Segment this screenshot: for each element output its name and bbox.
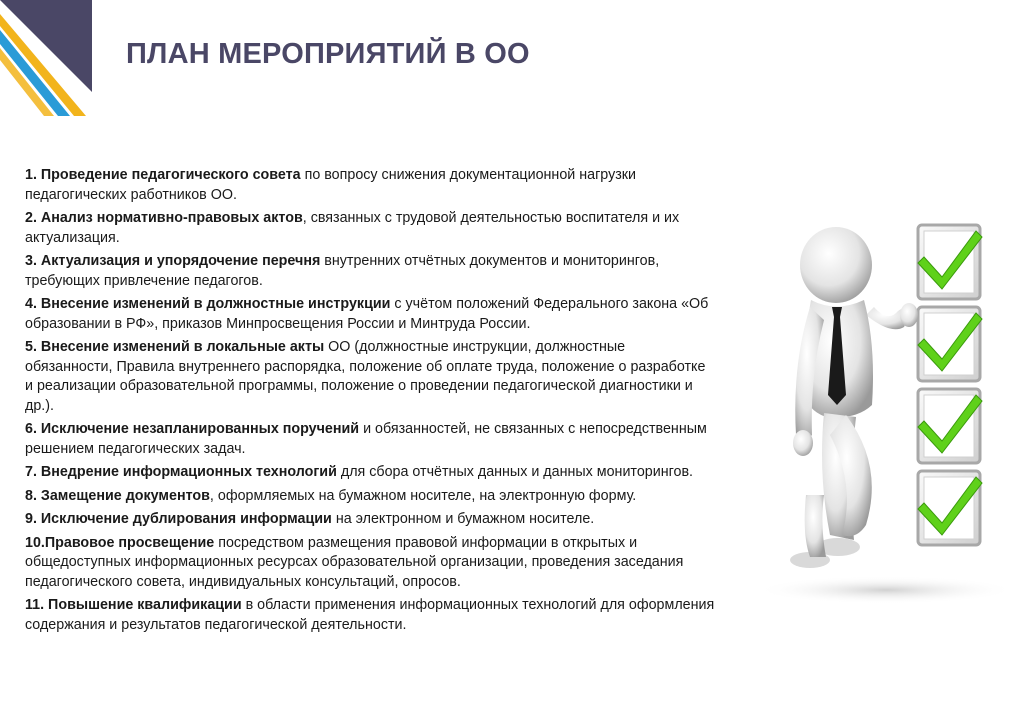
item-heading: 6. Исключение незапланированных поручений: [25, 421, 360, 437]
head: [800, 227, 872, 303]
checkbox-checked-icon: [918, 389, 982, 463]
list-item: [25, 209, 715, 248]
list-item: [25, 338, 715, 416]
list-item: [25, 463, 715, 483]
item-heading: 5. Внесение изменений в локальные акты: [25, 339, 325, 355]
checkbox-checked-icon: [918, 225, 982, 299]
item-text: , связанных с трудовой деятельностью воспитателя и их актуализация.: [25, 210, 680, 246]
item-text: по вопросу снижения документационной нагрузки педагогических работников ОО.: [25, 167, 637, 203]
item-heading: 8. Замещение документов: [25, 487, 210, 504]
checkbox-checked-icon: [918, 307, 982, 381]
item-text: для сбора отчётных данных и данных мониторингов.: [336, 464, 694, 480]
list-item: [25, 295, 715, 334]
list-item: [25, 596, 715, 635]
item-heading: 1. Проведение педагогического совета: [25, 167, 301, 183]
floor-shadow: [756, 576, 1016, 604]
item-heading: 11. Повышение квалификации: [25, 597, 242, 613]
item-heading: 10.Правовое просвещение: [25, 534, 215, 551]
item-text: и обязанностей, не связанных с непосредственным решением педагогических задач.: [25, 421, 707, 457]
list-item: [25, 420, 715, 459]
item-heading: 7. Внедрение информационных технологий: [25, 464, 337, 480]
item-text: в области применения информационных технологий для оформления содержания и результатов педагогической деятельности.: [25, 597, 715, 633]
checklist: [918, 225, 982, 545]
list-item: [25, 510, 715, 530]
item-text: внутренних отчётных документов и мониторингов, требующих привлечение педагогов.: [25, 253, 660, 289]
item-heading: 3. Актуализация и упорядочение перечня: [25, 253, 321, 269]
item-heading: 4. Внесение изменений в должностные инструкции: [25, 296, 391, 312]
person-figure: [790, 227, 918, 568]
item-text: с учётом положений Федерального закона «Об образовании в РФ», приказов Минпросвещения России и Минтруда России.: [25, 296, 709, 332]
item-text: посредством размещения правовой информации в открытых и общедоступных информационных ресурсах образовательной организации, проведения заседания педагогического совета, индивидуальных консультаций, опросов.: [25, 534, 684, 590]
item-text: на электронном и бумажном носителе.: [331, 511, 595, 527]
page-title: ПЛАН МЕРОПРИЯТИЙ В ОО: [126, 38, 530, 70]
measures-list: [25, 166, 715, 639]
person-checklist-illustration: [706, 195, 1024, 615]
checkbox-checked-icon: [918, 471, 982, 545]
list-item: [25, 534, 715, 593]
item-heading: 9. Исключение дублирования информации: [25, 511, 332, 527]
list-item: [25, 252, 715, 291]
list-item: [25, 166, 715, 205]
item-heading: 2. Анализ нормативно-правовых актов: [25, 210, 303, 226]
list-item: [25, 487, 715, 507]
corner-decoration: [0, 0, 100, 120]
item-text: , оформляемых на бумажном носителе, на электронную форму.: [209, 487, 637, 504]
item-text: ОО (должностные инструкции, должностные обязанности, Правила внутреннего распорядка, положение об оплате труда, положение о разработке и реализации образовательной программы, положение о проведении педагогической диагностики и др.).: [25, 339, 706, 414]
